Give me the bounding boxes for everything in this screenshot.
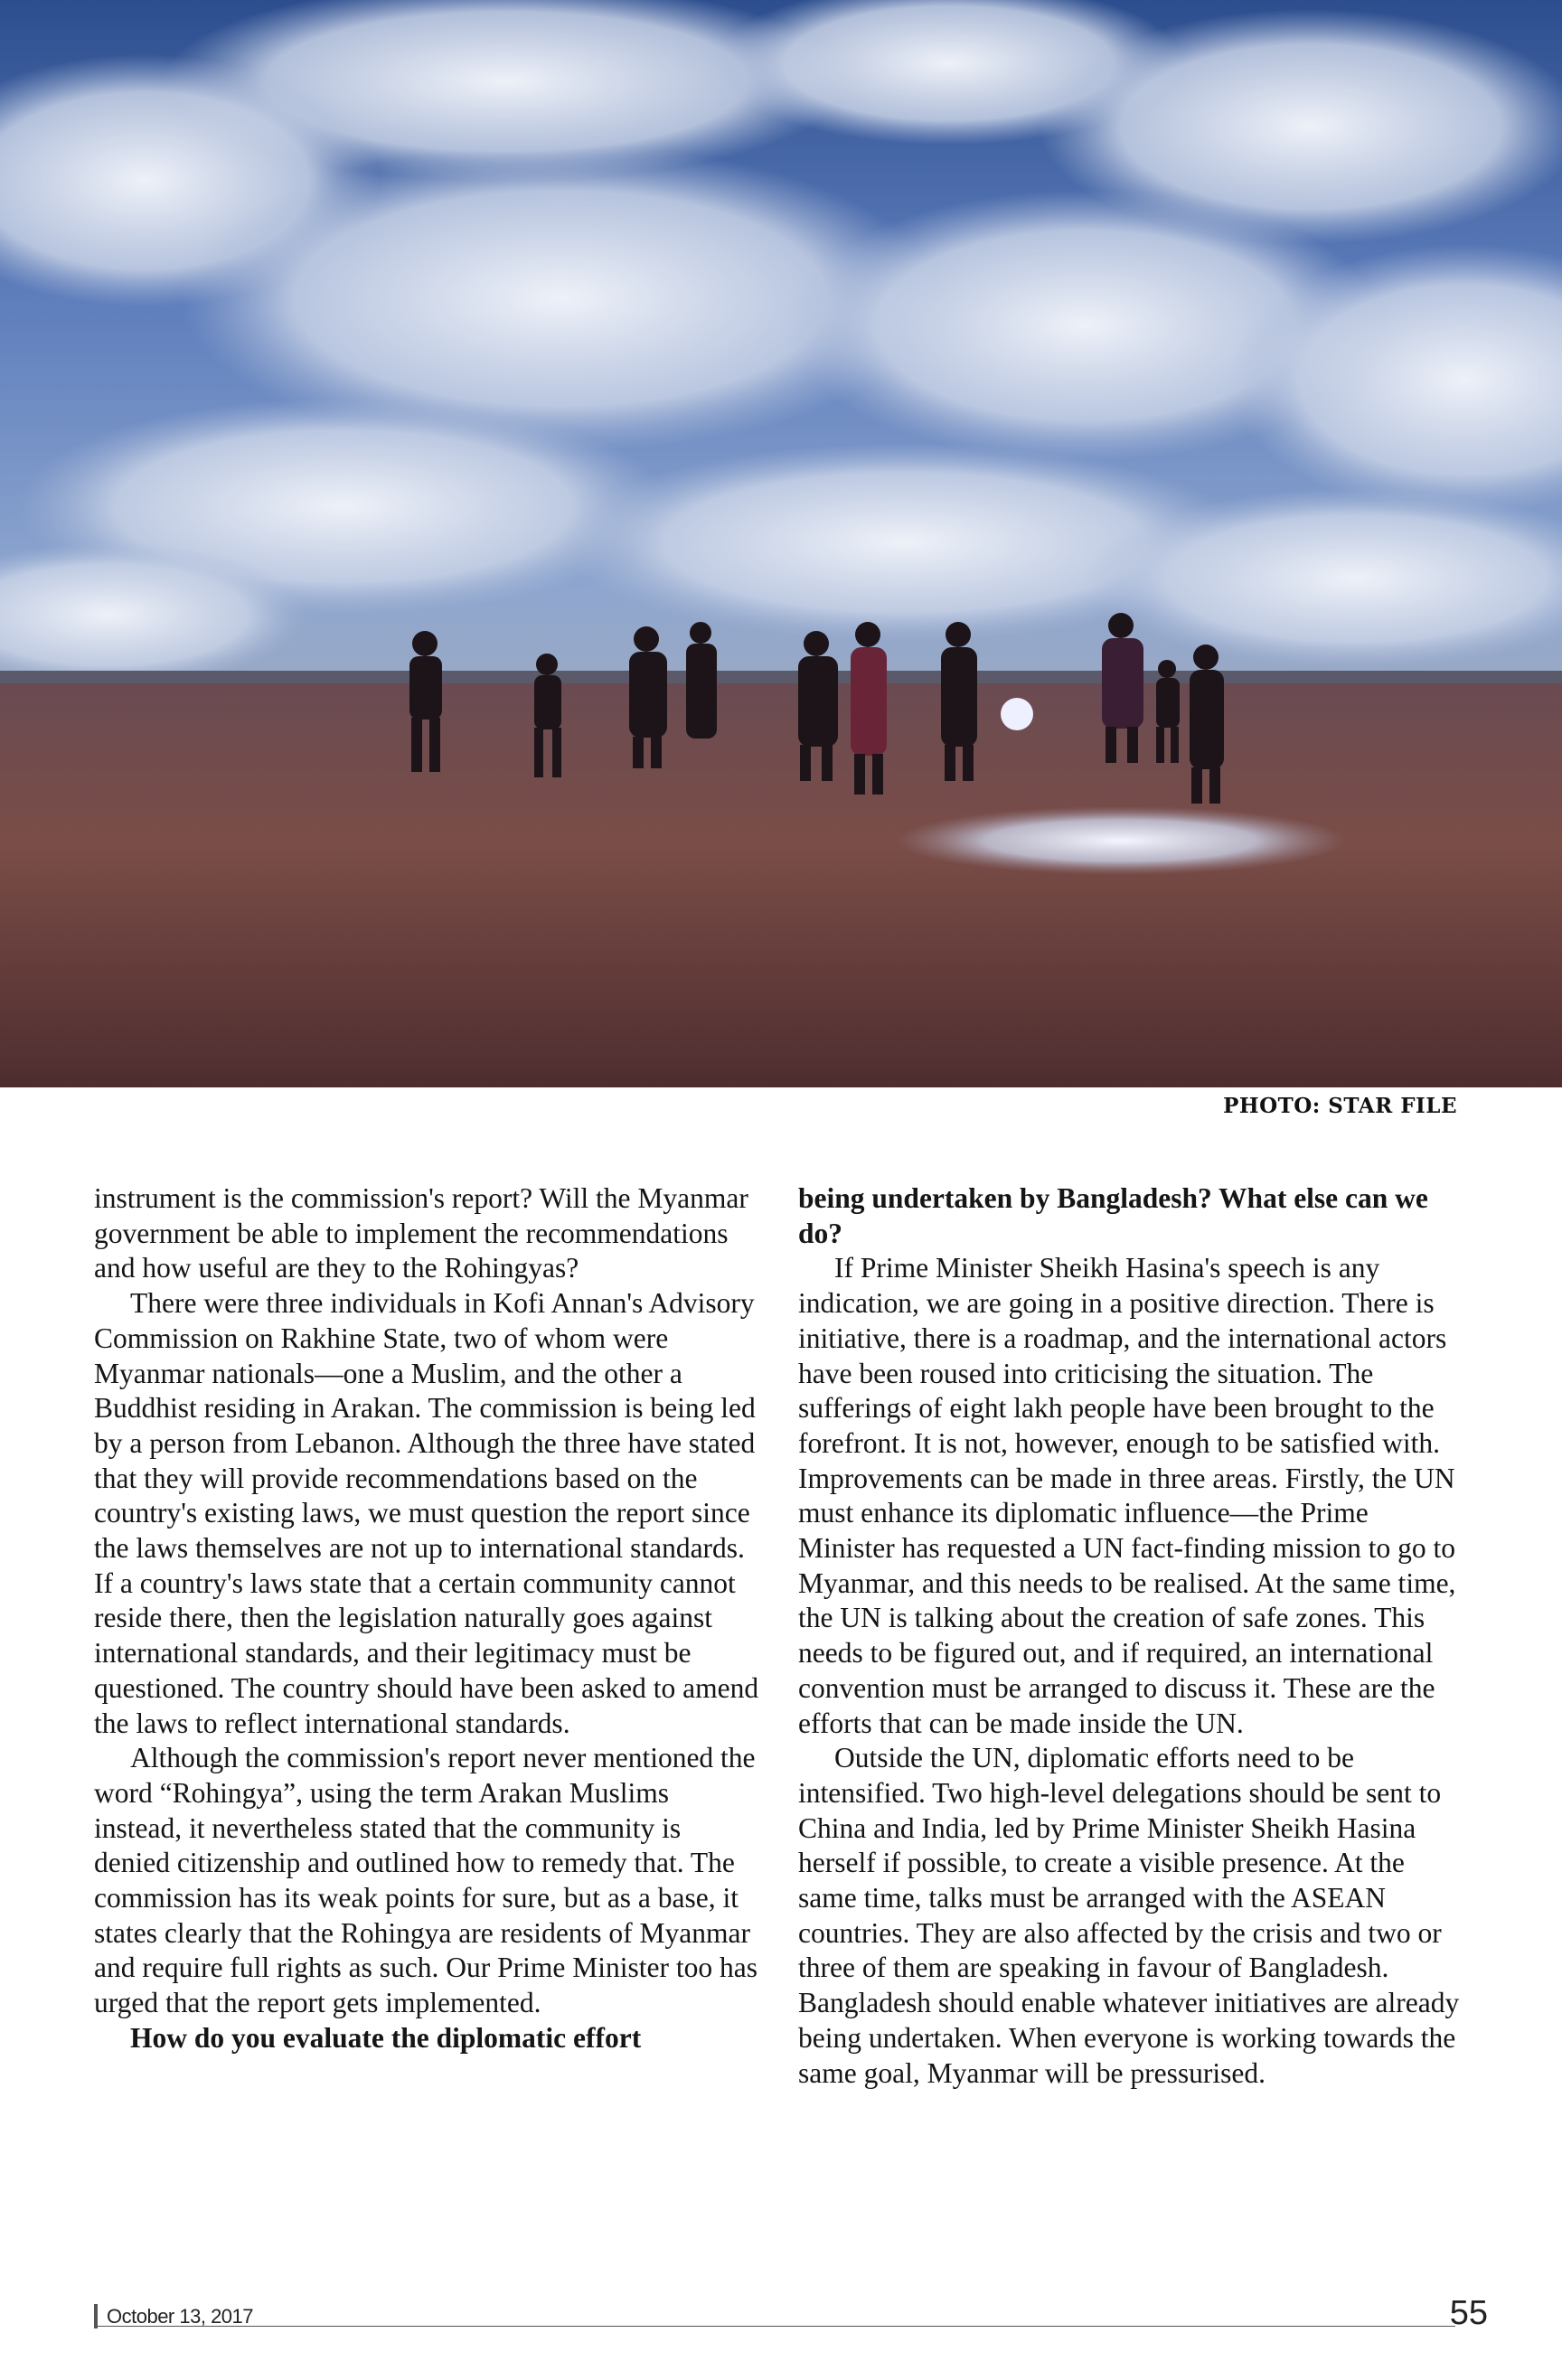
interview-question-continued: being undertaken by Bangladesh? What else can we do? <box>798 1182 1428 1249</box>
issue-date: October 13, 2017 <box>107 2305 254 2328</box>
page-number: 55 <box>1449 2294 1488 2332</box>
footer-accent-bar <box>94 2304 98 2328</box>
photo-credit: PHOTO: STAR FILE <box>1223 1094 1457 1118</box>
left-paragraph-2: There were three individuals in Kofi Annan's Advisory Commission on Rakhine State, two of whom were Myanmar nationals—one a Muslim, and the other a Buddhist residing in Arakan. The commission is being led by a person from Lebanon. Although the three have stated that they will provide recommendations based on the country's existing laws, we must question the report since the laws themselves are not up to international standards. If a country's laws state that a certain community cannot reside there, then the legislation naturally goes against international standards, and their legitimacy must be questioned. The country should have been asked to amend the laws to reflect international standards. <box>94 1287 759 1739</box>
refugees-night-photo <box>0 0 1562 1087</box>
left-paragraph-1: instrument is the commission's report? Will the Myanmar government be able to implement the recommendations and how useful are they to the Rohingyas? <box>94 1182 748 1284</box>
left-column <box>94 1181 759 2056</box>
clouds <box>0 0 1562 687</box>
right-paragraph-1: If Prime Minister Sheikh Hasina's speech is any indication, we are going in a positive direction. There is initiative, there is a roadmap, and the international actors have been roused into criticising the situation. The sufferings of eight lakh people have been brought to the forefront. It is not, however, enough to be satisfied with. Improvements can be made in three areas. Firstly, the UN must enhance its diplomatic influence—the Prime Minister has requested a UN fact-finding mission to go to Myanmar, and this needs to be realised. At the same time, the UN is talking about the creation of safe zones. This needs to be figured out, and if required, an international convention must be arranged to discuss it. These are the efforts that can be made inside the UN. <box>798 1252 1456 1739</box>
right-paragraph-2: Outside the UN, diplomatic efforts need to be intensified. Two high-level delegations should be sent to China and India, led by Prime Minister Sheikh Hasina herself if possible, to create a visible presence. At the same time, talks must be arranged with the ASEAN countries. They are also affected by the crisis and two or three of them are speaking in favour of Bangladesh. Bangladesh should enable whatever initiatives are already being undertaken. When everyone is working towards the same goal, Myanmar will be pressurised. <box>798 1742 1460 2089</box>
left-paragraph-3: Although the commission's report never mentioned the word “Rohingya”, using the term Arakan Muslims instead, it nevertheless stated that the community is denied citizenship and outlined how to remedy that. The commission has its weak points for sure, but as a base, it states clearly that the Rohingya are residents of Myanmar and require full rights as such. Our Prime Minister too has urged that the report gets implemented. <box>94 1742 757 2019</box>
interview-question: How do you evaluate the diplomatic effort <box>130 2021 642 2054</box>
footer-divider <box>94 2326 1455 2327</box>
right-column <box>798 1181 1467 2091</box>
